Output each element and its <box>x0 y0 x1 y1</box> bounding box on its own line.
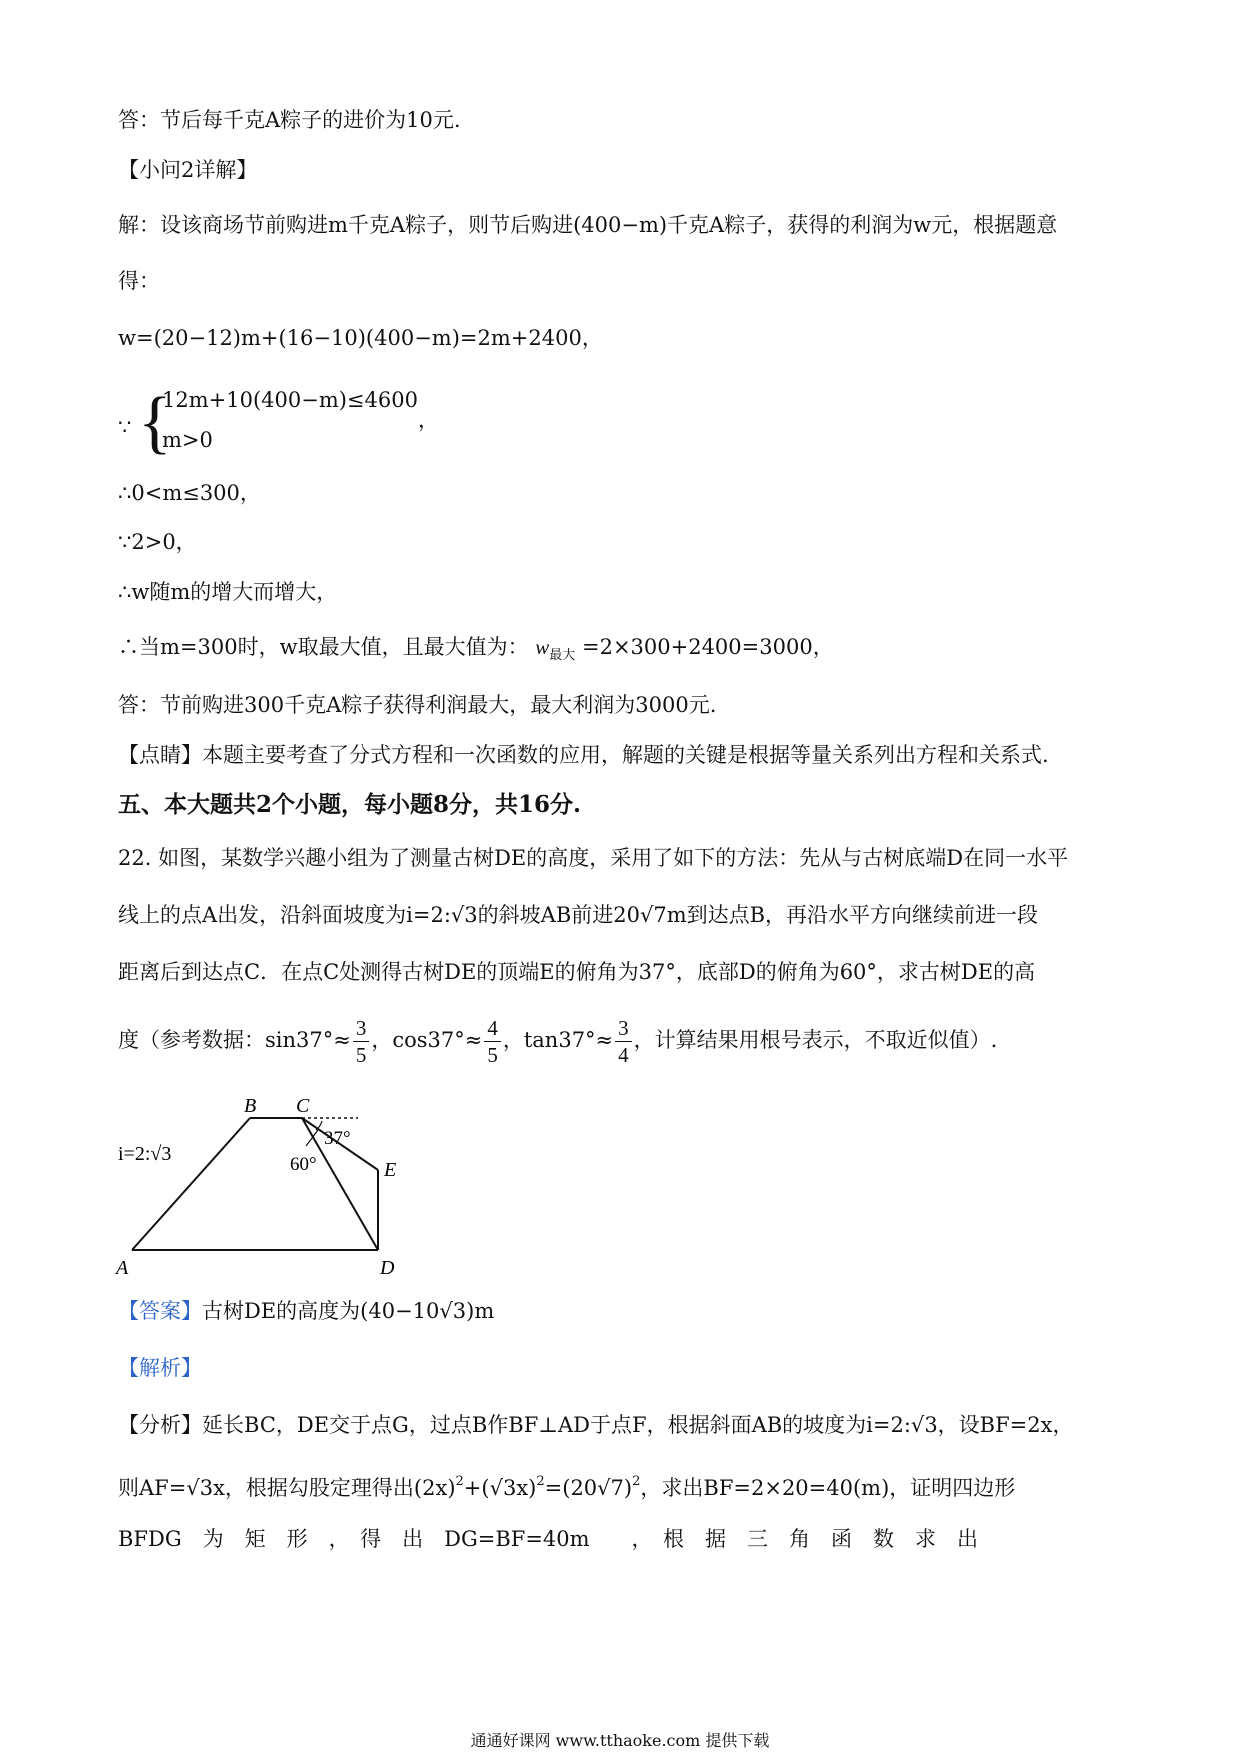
question-line-4 <box>118 1015 997 1068</box>
analysis-tag: 【解析】 <box>118 1356 202 1380</box>
page-footer: 通通好课网 www.tthaoke.com 提供下载 <box>470 1731 770 1750</box>
analysis-line-3: BFDG 为 矩 形 ， 得 出 DG=BF=40m ， 根 据 三 角 函 数 求 出 <box>118 1527 979 1551</box>
label-A: A <box>116 1257 129 1279</box>
section-title: 五、本大题共2个小题，每小题8分，共16分. <box>118 791 582 818</box>
answer-tag: 【答案】 <box>118 1299 202 1323</box>
question-line-2: 线上的点A出发，沿斜面坡度为i=2:√3的斜坡AB前进20√7m到达点B，再沿水平方向继续前进一段 <box>118 903 1039 927</box>
coefficient-line: ∵2>0， <box>118 530 197 554</box>
w-subscript: 最大 <box>549 648 576 663</box>
answer-row <box>118 1296 494 1326</box>
label-D: D <box>380 1257 395 1279</box>
geometry-figure <box>110 1090 430 1280</box>
square-3: 2 <box>632 1474 641 1489</box>
ref-data-text: 度（参考数据：sin37°≈ <box>118 1028 351 1052</box>
ref-data-cos: ，cos37°≈ <box>371 1028 483 1052</box>
system-comma: ， <box>418 408 439 432</box>
analysis-text-c: =(20√7) <box>544 1476 633 1500</box>
system-brace: { <box>138 384 172 461</box>
analysis-text-b: +(√3x) <box>463 1476 537 1500</box>
question-line-3: 距离后到达点C．在点C处测得古树DE的顶端E的俯角为37°，底部D的俯角为60°，求古树DE的高 <box>118 960 1036 984</box>
label-B: B <box>244 1095 257 1117</box>
inequality-1: 12m+10(400−m)≤4600 <box>162 388 418 412</box>
subquestion-header: 【小问2详解】 <box>118 158 258 182</box>
analysis-text-d: ，求出BF=2×20=40(m)，证明四边形 <box>640 1476 1016 1500</box>
solution-line: 解：设该商场节前购进m千克A粽子，则节后购进(400−m)千克A粽子，获得的利润为w元，根据题意 <box>118 213 1058 237</box>
ref-data-end: ，计算结果用根号表示，不取近似值）. <box>633 1028 998 1052</box>
w-symbol: w <box>535 635 550 659</box>
ref-data-tan: ，tan37°≈ <box>502 1028 614 1052</box>
square-2: 2 <box>536 1474 545 1489</box>
analysis-line-1: 【分析】延长BC，DE交于点G，过点B作BF⊥AD于点F，根据斜面AB的坡度为i=2:√3，设BF=2x， <box>118 1413 1074 1437</box>
final-answer-line: 答：节前购进300千克A粽子获得利润最大，最大利润为3000元. <box>118 693 717 717</box>
solution-line-cont: 得： <box>118 269 160 293</box>
label-C: C <box>296 1095 310 1117</box>
answer-text: 古树DE的高度为(40−10√3)m <box>202 1299 495 1323</box>
max-value-expr: =2×300+2400=3000， <box>581 635 834 659</box>
because-symbol: ∵ <box>118 415 132 439</box>
angle-37-label: 37° <box>324 1128 351 1149</box>
range-line: ∴0<m≤300， <box>118 481 261 505</box>
comment-line: 【点睛】本题主要考查了分式方程和一次函数的应用，解题的关键是根据等量关系列出方程和关系式. <box>118 743 1049 767</box>
segment-AB <box>132 1118 250 1250</box>
analysis-line-2 <box>118 1467 1015 1503</box>
answer-line: 答：节后每千克A粽子的进价为10元. <box>118 108 461 132</box>
inequality-2: m>0 <box>162 428 213 452</box>
question-line-1: 22. 如图，某数学兴趣小组为了测量古树DE的高度，采用了如下的方法：先从与古树底端D在同一水平 <box>118 846 1069 870</box>
slope-label: i=2:√3 <box>118 1143 172 1165</box>
profit-equation: w=(20−12)m+(16−10)(400−m)=2m+2400， <box>118 326 603 350</box>
max-value-text: ∴当m=300时，w取最大值，且最大值为： <box>118 635 529 659</box>
cos-fraction: $\frac{4}{5}$ <box>484 1015 501 1068</box>
analysis-text-a: 则AF=√3x，根据勾股定理得出(2x) <box>118 1476 456 1500</box>
monotonic-line: ∴w随m的增大而增大， <box>118 580 338 604</box>
square-1: 2 <box>455 1474 464 1489</box>
max-value-line <box>118 632 834 671</box>
angle-60-label: 60° <box>290 1154 317 1175</box>
sin-fraction: $\frac{3}{5}$ <box>353 1015 370 1068</box>
tan-fraction: $\frac{3}{4}$ <box>615 1015 632 1068</box>
label-E: E <box>384 1159 397 1181</box>
